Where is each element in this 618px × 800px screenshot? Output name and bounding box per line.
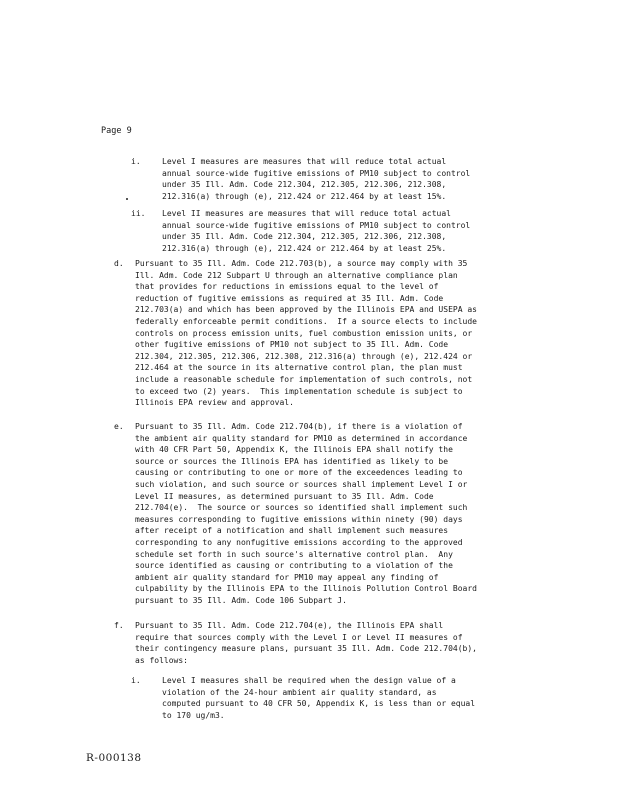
text-line: controls on process emission units, fuel combustion emission units, or (135, 328, 473, 338)
scan-speck (126, 198, 128, 200)
text-line: annual source-wide fugitive emissions of PM10 subject to control (162, 220, 471, 230)
item-i-text (162, 156, 470, 202)
text-line: require that sources comply with the Level I or Level II measures of (135, 632, 463, 642)
item-ii-text (162, 208, 470, 254)
text-line: culpability by the Illinois EPA to the Illinois Pollution Control Board (135, 584, 477, 594)
text-line: 212.703(a) and which has been approved by the Illinois EPA and USEPA as (135, 305, 477, 315)
text-line: reduction of fugitive emissions as required at 35 Ill. Adm. Code (135, 293, 444, 303)
text-line: Level I measures are measures that will reduce total actual (162, 157, 447, 166)
text-line: Pursuant to 35 Ill. Adm. Code 212.704(e), the Illinois EPA shall (135, 621, 444, 630)
item-e-marker: e. (114, 422, 124, 431)
text-line: 212.316(a) through (e), 212.424 or 212.464 by at least 25%. (162, 243, 447, 253)
text-line: Pursuant to 35 Ill. Adm. Code 212.704(b), if there is a violation of (135, 422, 463, 431)
text-line: such violation, and such source or sources shall implement Level I or (135, 479, 468, 489)
item-d-marker: d. (114, 259, 124, 268)
text-line: 212.704(e). The source or sources so identified shall implement such (135, 503, 468, 513)
item-f-text (135, 620, 477, 666)
text-line: under 35 Ill. Adm. Code 212.304, 212.305, 212.306, 212.308, (162, 180, 447, 190)
text-line: ambient air quality standard for PM10 may appeal any finding of (135, 572, 439, 582)
text-line: that provides for reductions in emissions equal to the level of (135, 282, 439, 292)
text-line: to 170 ug/m3. (162, 710, 225, 720)
item-i-marker: i. (131, 157, 141, 166)
text-line: Pursuant to 35 Ill. Adm. Code 212.703(b), a source may comply with 35 (135, 259, 468, 268)
item-d-text (135, 258, 477, 409)
text-line: source identified as causing or contributing to a violation of the (135, 561, 453, 571)
document-id: R-000138 (86, 752, 142, 764)
text-line: source or sources the Illinois EPA has identified as likely to be (135, 456, 449, 466)
item-ii-marker: ii. (131, 209, 146, 218)
item-f-i-marker: i. (131, 676, 141, 685)
text-line: annual source-wide fugitive emissions of PM10 subject to control (162, 168, 471, 178)
text-line: the ambient air quality standard for PM10 as determined in accordance (135, 433, 468, 443)
text-line: schedule set forth in such source's alternative control plan. Any (135, 549, 453, 559)
text-line: measures corresponding to fugitive emissions within ninety (90) days (135, 514, 463, 524)
text-line: their contingency measure plans, pursuant 35 Ill. Adm. Code 212.704(b), (135, 644, 477, 654)
text-line: Level II measures are measures that will reduce total actual (162, 209, 451, 218)
text-line: violation of the 24-hour ambient air quality standard, as (162, 687, 437, 697)
text-line: other fugitive emissions of PM10 not subject to 35 Ill. Adm. Code (135, 340, 449, 350)
text-line: computed pursuant to 40 CFR 50, Appendix K, is less than or equal (162, 699, 476, 709)
text-line: corresponding to any nonfugitive emissions according to the approved (135, 537, 463, 547)
text-line: 212.464 at the source in its alternative control plan, the plan must (135, 363, 463, 373)
text-line: Illinois EPA review and approval. (135, 398, 294, 408)
text-line: causing or contributing to one or more of the exceedences leading to (135, 468, 463, 478)
item-f-marker: f. (114, 621, 124, 630)
text-line: pursuant to 35 Ill. Adm. Code 106 Subpart J. (135, 595, 347, 605)
item-e-text (135, 421, 477, 607)
text-line: to exceed two (2) years. This implementation schedule is subject to (135, 386, 463, 396)
text-line: 212.316(a) through (e), 212.424 or 212.464 by at least 15%. (162, 191, 447, 201)
text-line: as follows: (135, 655, 188, 665)
text-line: include a reasonable schedule for implementation of such controls, not (135, 374, 473, 384)
text-line: 212.304, 212.305, 212.306, 212.308, 212.316(a) through (e), 212.424 or (135, 351, 473, 361)
text-line: Level II measures, as determined pursuant to 35 Ill. Adm. Code (135, 491, 434, 501)
item-f-i-text (162, 675, 475, 721)
text-line: federally enforceable permit conditions. If a source elects to include (135, 316, 477, 326)
page-number: Page 9 (101, 126, 132, 136)
text-line: Ill. Adm. Code 212 Subpart U through an alternative compliance plan (135, 270, 458, 280)
text-line: after receipt of a notification and shall implement such measures (135, 526, 449, 536)
text-line: under 35 Ill. Adm. Code 212.304, 212.305, 212.306, 212.308, (162, 232, 447, 242)
text-line: Level I measures shall be required when the design value of a (162, 676, 456, 685)
text-line: with 40 CFR Part 50, Appendix K, the Illinois EPA shall notify the (135, 445, 453, 455)
